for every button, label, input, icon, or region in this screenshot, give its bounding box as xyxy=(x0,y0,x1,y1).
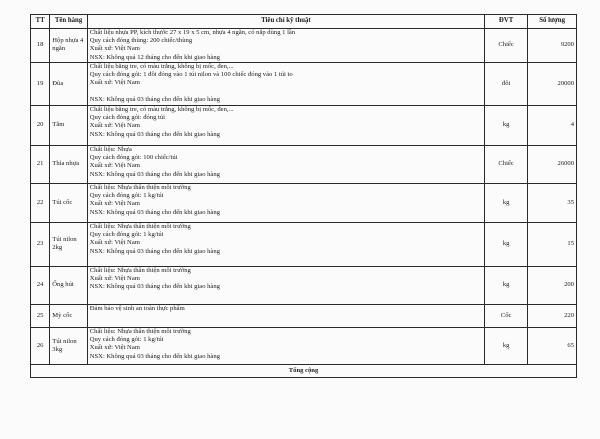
spec-line: Chất liệu: Nhựa xyxy=(89,145,132,153)
spec-line: Quy cách đóng gói: 1 kg/túi xyxy=(89,192,164,200)
row-qty: 220 xyxy=(528,304,577,327)
spec-line: NSX: Không quá 03 tháng cho đến khi giao hàng xyxy=(89,352,220,360)
row-spec xyxy=(87,105,484,145)
row-tt: 20 xyxy=(31,105,50,145)
spec-line: Chất liệu: Nhựa thân thiện môi trường xyxy=(89,183,191,191)
row-unit: Cốc xyxy=(485,304,528,327)
row-name: Mỳ cốc xyxy=(50,304,87,327)
spec-line: Chất liệu nhựa PP, kích thước 27 x 19 x 5 cm, nhựa 4 ngăn, có nắp dùng 1 lần xyxy=(89,29,296,36)
header-qty: Số lượng xyxy=(528,15,577,29)
spec-line: NSX: Không quá 03 tháng cho đến khi giao hàng xyxy=(89,170,220,178)
spec-line: Xuất xứ: Việt Nam xyxy=(89,79,140,87)
row-tt: 19 xyxy=(31,62,50,105)
spec-line: Xuất xứ: Việt Nam xyxy=(89,45,140,53)
row-tt: 24 xyxy=(31,266,50,304)
spec-line: NSX: Không quá 12 tháng cho đến khi giao hàng xyxy=(89,53,220,61)
row-qty: 200 xyxy=(528,266,577,304)
spec-line: Quy cách đóng gói: đóng túi xyxy=(89,114,166,122)
row-unit: Chiếc xyxy=(485,29,528,63)
row-spec xyxy=(87,304,484,327)
total-row xyxy=(31,364,577,377)
header-row xyxy=(31,15,577,29)
spec-line: NSX: Không quá 03 tháng cho đến khi giao hàng xyxy=(89,208,220,216)
header-spec: Tiêu chí kỹ thuật xyxy=(87,15,484,29)
row-name: Thìa nhựa xyxy=(50,145,87,183)
spec-line: Xuất xứ: Việt Nam xyxy=(89,200,140,208)
spec-line: Chất liệu: Nhựa thân thiện môi trường xyxy=(89,222,191,230)
header-name: Tên hàng xyxy=(50,15,87,29)
spec-line: Xuất xứ: Việt Nam xyxy=(89,162,140,170)
spec-line: Quy cách đóng gói: 1 kg/túi xyxy=(89,231,164,239)
row-unit: kg xyxy=(485,327,528,364)
total-label: Tổng cộng xyxy=(31,364,577,377)
row-spec xyxy=(87,145,484,183)
row-unit: đôi xyxy=(485,62,528,105)
row-qty: 15 xyxy=(528,222,577,266)
spec-line: Quy cách đóng gói: 100 chiếc/túi xyxy=(89,154,178,162)
spec-line: Xuất xứ: Việt Nam xyxy=(89,344,140,352)
row-spec xyxy=(87,222,484,266)
row-tt: 25 xyxy=(31,304,50,327)
row-qty: 65 xyxy=(528,327,577,364)
row-tt: 21 xyxy=(31,145,50,183)
spec-line: Chất liệu: Nhựa thân thiện môi trường xyxy=(89,266,191,274)
row-qty: 9200 xyxy=(528,29,577,63)
table-row xyxy=(31,266,577,304)
table-row xyxy=(31,327,577,364)
spec-line: Xuất xứ: Việt Nam xyxy=(89,275,140,283)
table-row xyxy=(31,29,577,63)
table-row xyxy=(31,183,577,222)
spec-line: NSX: Không quá 03 tháng cho đến khi giao hàng xyxy=(89,283,220,291)
row-name: Ống hút xyxy=(50,266,87,304)
row-unit: kg xyxy=(485,222,528,266)
spec-line: Chất liệu bằng tre, có màu trắng, không bị mốc, đen,... xyxy=(89,105,234,113)
row-unit: kg xyxy=(485,266,528,304)
spec-line: Xuất xứ: Việt Nam xyxy=(89,239,140,247)
row-tt: 18 xyxy=(31,29,50,63)
spec-line: NSX: Không quá 03 tháng cho đến khi giao hàng xyxy=(89,95,220,103)
row-spec xyxy=(87,266,484,304)
spec-line: Đảm bảo vệ sinh an toàn thực phẩm xyxy=(89,304,185,312)
row-spec xyxy=(87,183,484,222)
table-row xyxy=(31,304,577,327)
row-qty: 35 xyxy=(528,183,577,222)
table-row xyxy=(31,145,577,183)
row-unit: kg xyxy=(485,183,528,222)
row-qty: 4 xyxy=(528,105,577,145)
spec-line: Quy cách đóng gói: 1 kg/túi xyxy=(89,336,164,344)
spec-table xyxy=(30,14,577,378)
row-name: Túi nilon 3kg xyxy=(50,327,87,364)
spec-line: Quy cách đóng thùng: 200 chiếc/thùng xyxy=(89,37,193,45)
row-spec xyxy=(87,327,484,364)
spec-line: Quy cách đóng gói: 1 đôi đóng vào 1 túi nilon và 100 chiếc đóng vào 1 túi to xyxy=(89,71,293,79)
row-name: Túi nilon 2kg xyxy=(50,222,87,266)
row-name: Túi cốc xyxy=(50,183,87,222)
row-name: Hộp nhựa 4 ngăn xyxy=(50,29,87,63)
spec-line: NSX: Không quá 03 tháng cho đến khi giao hàng xyxy=(89,247,220,255)
spec-line: Xuất xứ: Việt Nam xyxy=(89,122,140,130)
row-tt: 23 xyxy=(31,222,50,266)
spec-line: Chất liệu: Nhựa thân thiện môi trường xyxy=(89,327,191,335)
row-name: Đũa xyxy=(50,62,87,105)
header-unit: ĐVT xyxy=(485,15,528,29)
row-tt: 22 xyxy=(31,183,50,222)
row-spec xyxy=(87,29,484,63)
header-tt: TT xyxy=(31,15,50,29)
row-qty: 20000 xyxy=(528,62,577,105)
row-tt: 26 xyxy=(31,327,50,364)
spec-line: NSX: Không quá 03 tháng cho đến khi giao hàng xyxy=(89,130,220,138)
row-spec xyxy=(87,62,484,105)
table-row xyxy=(31,222,577,266)
spec-line xyxy=(90,88,482,96)
table-row xyxy=(31,62,577,105)
spec-line: Chất liệu bằng tre, có màu trắng, không bị mốc, đen,... xyxy=(89,62,234,70)
row-unit: kg xyxy=(485,105,528,145)
row-name: Tăm xyxy=(50,105,87,145)
row-unit: Chiếc xyxy=(485,145,528,183)
table-row xyxy=(31,105,577,145)
row-qty: 26000 xyxy=(528,145,577,183)
